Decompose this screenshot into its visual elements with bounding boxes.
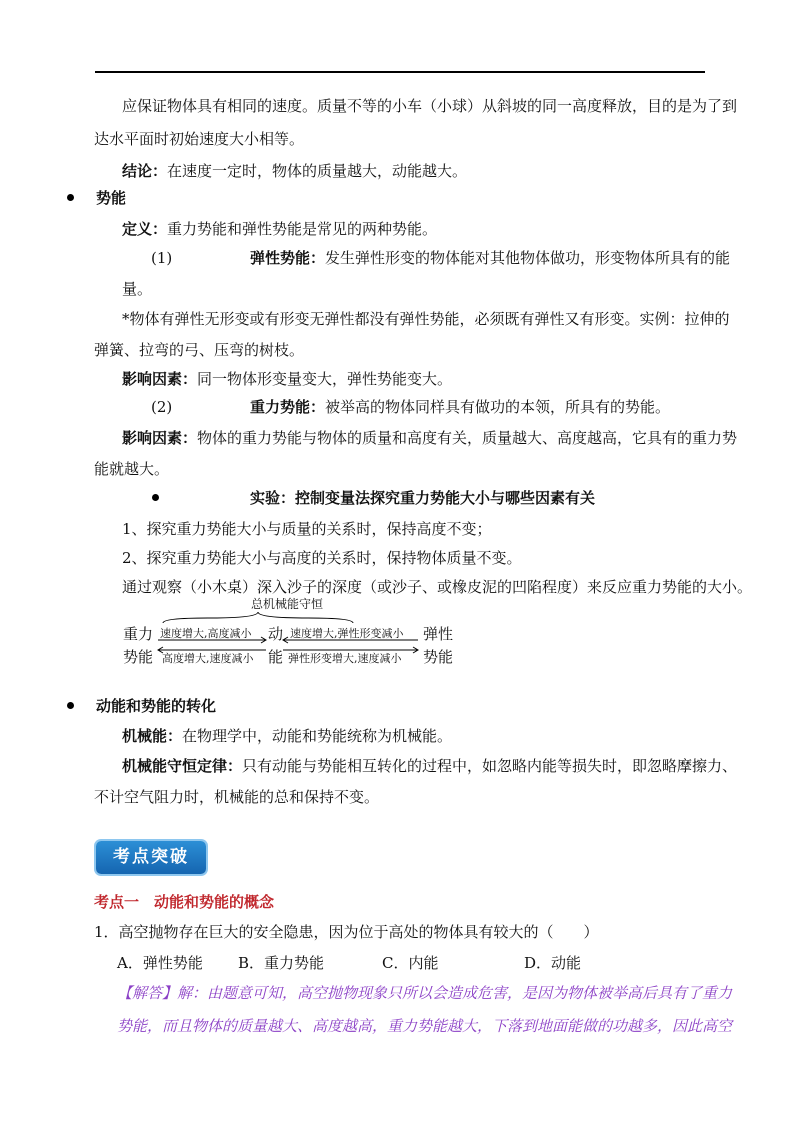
experiment-step: 2、探究重力势能大小与高度的关系时，保持物体质量不变。 [122,549,522,567]
paragraph-line: 应保证物体具有相同的速度。质量不等的小车（小球）从斜坡的同一高度释放，目的是为了到 [122,97,738,115]
item-text: 发生弹性形变的物体能对其他物体做功，形变物体所具有的能 [325,249,731,267]
item-elastic [250,248,730,268]
energy-conversion-diagram [118,598,458,668]
note-line: 弹簧、拉弯的弓、压弯的树枝。 [94,341,305,359]
conservation-law [122,756,737,776]
mechanical-energy [122,726,452,746]
definition-text: 重力势能和弹性势能是常见的两种势能。 [167,220,438,238]
term-text: 在物理学中，动能和势能统称为机械能。 [182,727,453,745]
item-label: 重力势能： [250,398,326,416]
kaodian-title: 考点一 动能和势能的概念 [94,893,275,911]
conclusion [122,161,467,181]
factor-gravity [122,428,737,448]
experiment-title: 实验：控制变量法探究重力势能大小与哪些因素有关 [250,489,596,507]
option-b: B．重力势能 [238,954,325,972]
paragraph-line: 不计空气阻力时，机械能的总和保持不变。 [94,788,380,806]
arrow-label: 弹性形变增大,速度减小 [288,652,402,665]
experiment-step: 1、探究重力势能大小与质量的关系时，保持高度不变； [122,520,492,538]
diagram-node: 势能 [123,648,154,666]
factor-label: 影响因素： [122,429,198,447]
item-number: (1) [151,249,173,267]
item-gravity [250,397,670,417]
section-heading: 动能和势能的转化 [96,697,217,715]
section-heading: 势能 [96,189,127,207]
option-c: C．内能 [382,954,439,972]
factor-label: 影响因素： [122,370,198,388]
question-text: 1．高空抛物存在巨大的安全隐患，因为位于高处的物体具有较大的（ ） [94,923,599,941]
term-label: 机械能： [122,727,183,745]
bullet-icon [152,494,159,501]
term-text: 只有动能与势能相互转化的过程中，如忽略内能等损失时，即忽略摩擦力、 [242,757,738,775]
paragraph-line: 达水平面时初始速度大小相等。 [94,130,305,148]
diagram-node: 动 [268,625,284,643]
note-line: *物体有弹性无形变或有形变无弹性都没有弹性势能，必须既有弹性又有形变。实例：拉伸的 [122,310,730,328]
diagram-node: 弹性 [423,625,454,643]
term-label: 机械能守恒定律： [122,757,243,775]
answer-line: 【解答】解：由题意可知，高空抛物现象只所以会造成危害，是因为物体被举高后具有了重力 [117,984,733,1002]
bullet-icon [67,702,74,709]
arrow-label: 高度增大,速度减小 [162,652,254,665]
diagram-node: 势能 [423,648,454,666]
conclusion-label: 结论： [122,162,168,180]
section-badge: 考点突破 [96,841,206,874]
diagram-top-label: 总机械能守恒 [251,597,324,611]
factor-text: 同一物体形变量变大，弹性势能变大。 [197,370,453,388]
conclusion-text: 在速度一定时，物体的质量越大，动能越大。 [167,162,468,180]
item-label: 弹性势能： [250,249,326,267]
answer-line: 势能，而且物体的质量越大、高度越高，重力势能越大，下落到地面能做的功越多，因此高空 [117,1017,733,1035]
definition [122,219,437,239]
bullet-icon [67,194,74,201]
experiment-step: 通过观察（小木桌）深入沙子的深度（或沙子、或橡皮泥的凹陷程度）来反应重力势能的大小。 [122,578,753,596]
paragraph-line: 能就越大。 [94,460,170,478]
diagram-node: 重力 [123,625,154,643]
option-d: D．动能 [524,954,582,972]
arrow-label: 速度增大,弹性形变减小 [290,627,404,640]
arrow-label: 速度增大,高度减小 [160,627,252,640]
item-text: 被举高的物体同样具有做功的本领，所具有的势能。 [325,398,671,416]
item-number: (2) [151,398,173,416]
option-a: A．弹性势能 [117,954,203,972]
header-rule [95,71,705,73]
diagram-node: 能 [268,648,284,666]
factor-elastic [122,369,452,389]
definition-label: 定义： [122,220,168,238]
factor-text: 物体的重力势能与物体的质量和高度有关，质量越大、高度越高，它具有的重力势 [197,429,738,447]
paragraph-line: 量。 [122,280,153,298]
